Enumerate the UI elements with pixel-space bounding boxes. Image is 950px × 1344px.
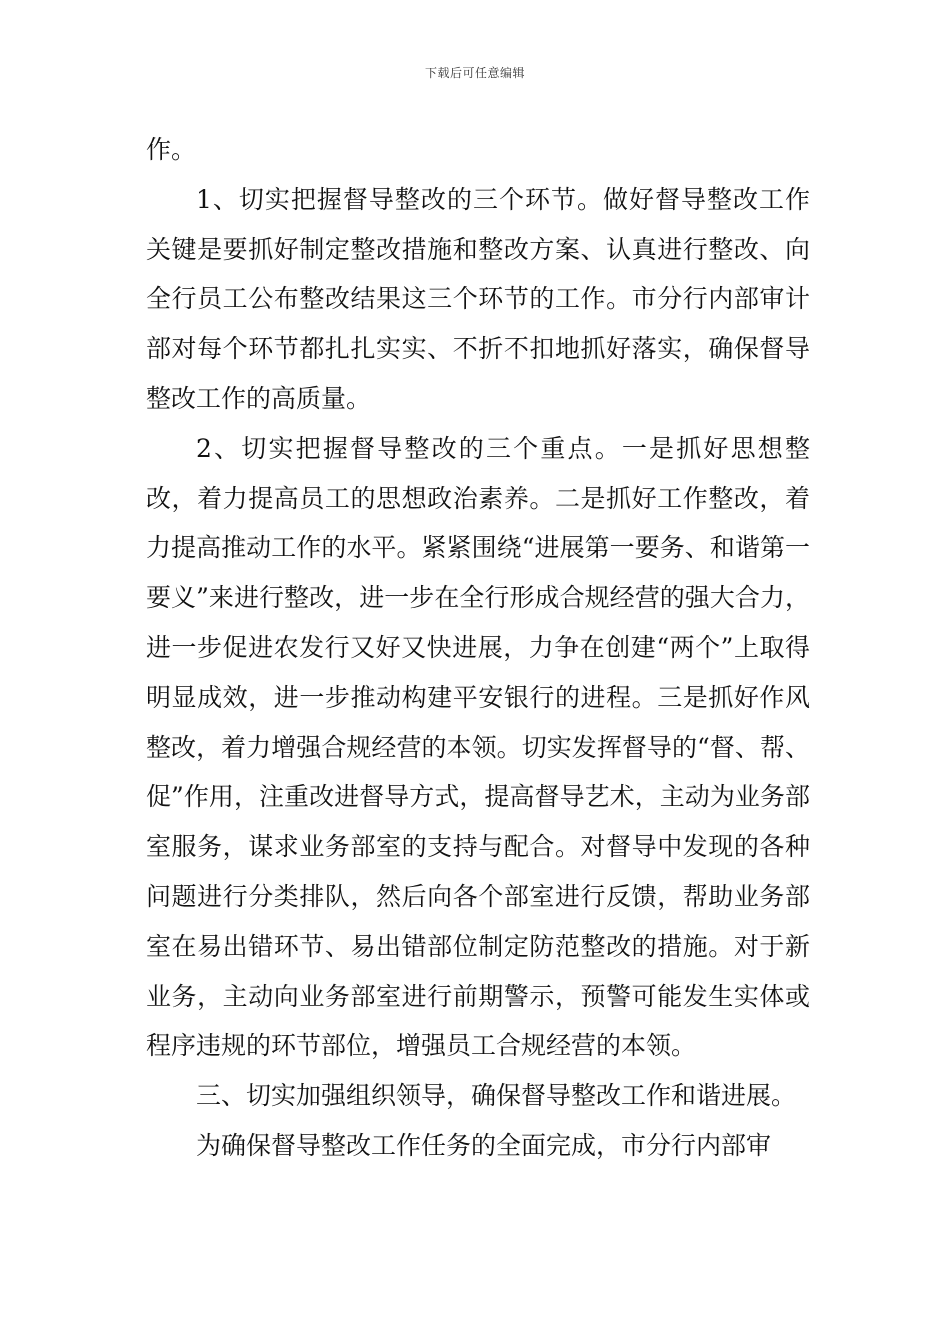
- paragraph-continuation: 作。: [146, 135, 197, 164]
- paragraph-heading-3: 三、切实加强组织领导，确保督导整改工作和谐进展。: [196, 1081, 797, 1111]
- page-header: 下载后可任意编辑: [424, 66, 525, 80]
- paragraph-section-2: 2、切实把握督导整改的三个重点。一是抓好思想整改，着力提高员工的思想政治素养。二是抓好工作整改，着力提高推动工作的水平。紧紧围绕“进展第一要务、和谐第一要义”来进行整改，进一步在全行形成合规经营的强大合力，进一步促进农发行又好又快进展，力争在创建“两个”上取得明显成效，进一步推动构建平安银行的进程。三是抓好作风整改，着力增强合规经营的本领。切实发挥督导的“督、帮、促”作用，注重改进督导方式，提高督导艺术，主动为业务部室服务，谋求业务部室的支持与配合。对督导中发现的各种问题进行分类排队，然后向各个部室进行反馈，帮助业务部室在易出错环节、易出错部位制定防范整改的措施。对于新业务，主动向业务部室进行前期警示，预警可能发生实体或程序违规的环节部位，增强员工合规经营的本领。: [146, 433, 810, 1061]
- document-body: [146, 125, 810, 1171]
- paragraph-section-1: 1、切实把握督导整改的三个环节。做好督导整改工作关键是要抓好制定整改措施和整改方案、认真进行整改、向全行员工公布整改结果这三个环节的工作。市分行内部审计部对每个环节都扎扎实实、不折不扣地抓好落实，确保督导整改工作的高质量。: [146, 184, 810, 413]
- paragraph-section-3-intro: 为确保督导整改工作任务的全面完成，市分行内部审: [196, 1130, 772, 1160]
